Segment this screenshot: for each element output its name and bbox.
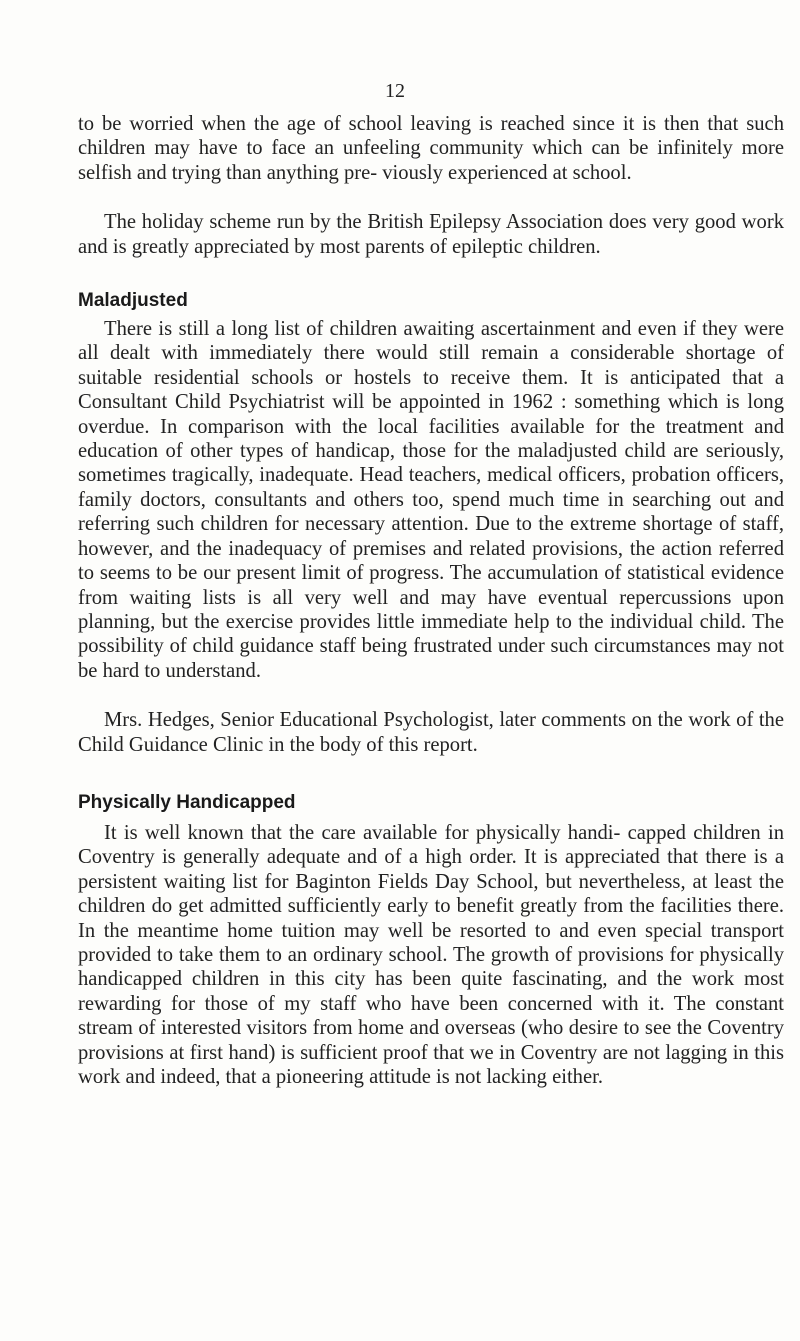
paragraph-physically-handicapped: It is well known that the care available for physically handi- capped children in Coventry is generally adequate and of a high order. It is appreciated that there is a persistent waiting list for Baginton Fields Day School, but nevertheless, at least the children do get admitted sufficiently early to benefit greatly from the facilities there. In the meantime home tuition may well be resorted to and even special transport provided to take them to an ordinary school. The growth of provisions for physically handicapped children in this city has been quite fascinating, and the work most rewarding for those of my staff who have been concerned with it. The constant stream of interested visitors from home and overseas (who desire to see the Coventry provisions at first hand) is sufficient proof that we in Coventry are not lagging in this work and indeed, that a pioneering attitude is not lacking either. (78, 821, 784, 1088)
paragraph-holiday-scheme: The holiday scheme run by the British Epilepsy Association does very good work and is greatly appreciated by most parents of epileptic children. (78, 211, 784, 258)
page-number (0, 80, 800, 103)
paragraph-continuation: to be worried when the age of school leaving is reached since it is then that such children may have to face an unfeeling community which can be infinitely more selfish and trying than anything pre- viously experienced at school. (78, 113, 784, 184)
document-page (78, 112, 784, 1089)
paragraph-maladjusted: There is still a long list of children awaiting ascertainment and even if they were all dealt with immediately there would still remain a considerable shortage of suitable residential schools or hostels to receive them. It is anticipated that a Consultant Child Psychiatrist will be appointed in 1962 : something which is long overdue. In comparison with the local facilities available for the treatment and education of other types of handicap, those for the maladjusted child are seriously, sometimes tragically, inadequate. Head teachers, medical officers, probation officers, family doctors, consultants and others too, spend much time in searching out and referring such children for necessary attention. Due to the extreme shortage of staff, however, and the inadequacy of premises and related provisions, the action referred to seems to be our present limit of progress. The accumulation of statistical evidence from waiting lists is all very well and may have eventual repercussions upon planning, but the exercise provides little immediate help to the individual child. The possibility of child guidance staff being frustrated under such circumstances may not be hard to understand. (78, 318, 784, 682)
paragraph-hedges: Mrs. Hedges, Senior Educational Psychologist, later comments on the work of the Child Guidance Clinic in the body of this report. (78, 709, 784, 756)
section-heading-physically-handicapped: Physically Handicapped (78, 791, 296, 813)
section-heading-maladjusted: Maladjusted (78, 290, 188, 312)
page-number-text: 12 (385, 80, 405, 102)
